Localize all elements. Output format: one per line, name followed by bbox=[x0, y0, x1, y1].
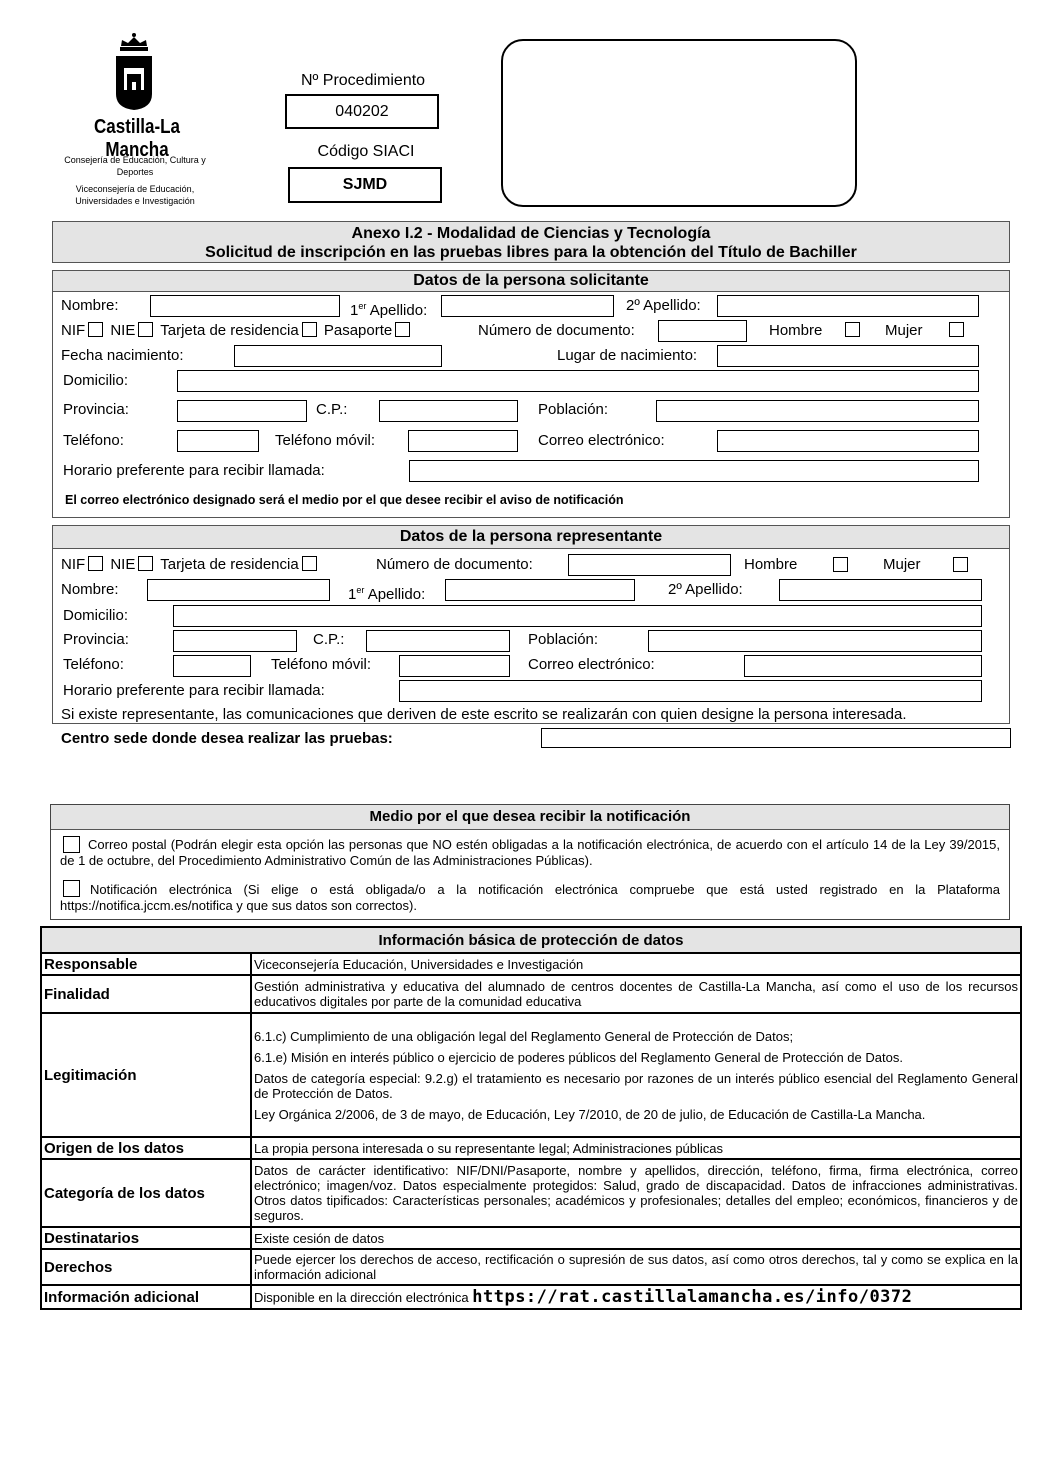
form-title-line-2: Solicitud de inscripción en las pruebas libres para la obtención del Título de Bachiller bbox=[205, 244, 857, 261]
applicant-lugar-nac-label: Lugar de nacimiento: bbox=[557, 347, 698, 364]
legitimacion-item: 6.1.c) Cumplimiento de una obligación legal del Reglamento General de Protección de Datos; bbox=[254, 1028, 794, 1044]
applicant-apellido1-label: 1er Apellido: bbox=[350, 301, 428, 319]
rep-telefono-input[interactable] bbox=[173, 655, 251, 677]
applicant-apellido1-input[interactable] bbox=[441, 295, 614, 317]
destinatarios-key: Destinatarios bbox=[41, 1227, 251, 1249]
applicant-tarjeta-label: Tarjeta de residencia bbox=[160, 322, 299, 339]
applicant-apellido2-input[interactable] bbox=[717, 295, 979, 317]
applicant-nie-checkbox[interactable] bbox=[138, 322, 153, 337]
rep-nie-checkbox[interactable] bbox=[138, 556, 153, 571]
finalidad-value: Gestión administrativa y educativa del alumnado de centros docentes de Castilla-La Mancha, así como el uso de los recursos educativos digitales por parte de la comunidad educativa bbox=[251, 975, 1021, 1013]
applicant-apellido2-label: 2º Apellido: bbox=[626, 297, 701, 314]
rep-horario-input[interactable] bbox=[399, 680, 982, 702]
rep-mujer-checkbox[interactable] bbox=[953, 557, 968, 572]
electronic-option-text: Notificación electrónica (Si elige o está obligada/o a la notificación electrónica compruebe que está usted registrado en la Plataforma https://notifica.jccm.es/notifica y que sus datos son correctos). bbox=[60, 882, 1000, 913]
rep-apellido1-input[interactable] bbox=[445, 579, 635, 601]
procedimiento-label: Nº Procedimiento bbox=[300, 72, 426, 89]
derechos-value: Puede ejercer los derechos de acceso, rectificación o supresión de sus datos, así como otros derechos, tal y como se explica en la información adicional bbox=[251, 1249, 1021, 1285]
applicant-hombre-checkbox[interactable] bbox=[845, 322, 860, 337]
centro-sede-input[interactable] bbox=[541, 728, 1011, 748]
applicant-hombre-label: Hombre bbox=[769, 322, 823, 339]
rep-telefono-label: Teléfono: bbox=[63, 656, 124, 673]
applicant-poblacion-input[interactable] bbox=[656, 400, 979, 422]
applicant-mujer-checkbox[interactable] bbox=[949, 322, 964, 337]
rep-cp-input[interactable] bbox=[366, 630, 510, 652]
applicant-cp-label: C.P.: bbox=[316, 401, 348, 418]
rep-apellido2-label: 2º Apellido: bbox=[668, 581, 743, 598]
applicant-domicilio-input[interactable] bbox=[177, 370, 979, 392]
legitimacion-item: Datos de categoría especial: 9.2.g) el tratamiento es necesario por razones de un interés público esencial del Reglamento General de Protección de Datos. bbox=[254, 1070, 1018, 1101]
origen-value: La propia persona interesada o su representante legal; Administraciones públicas bbox=[251, 1137, 1021, 1159]
rep-domicilio-label: Domicilio: bbox=[63, 607, 129, 624]
applicant-doc-type-row bbox=[61, 322, 413, 340]
data-protection-table bbox=[40, 926, 1022, 1310]
applicant-telefono-input[interactable] bbox=[177, 430, 259, 452]
form-title-box bbox=[52, 221, 1010, 263]
sub-department-line-2: Universidades e Investigación bbox=[75, 196, 195, 206]
applicant-mujer-label: Mujer bbox=[885, 322, 923, 339]
rep-nombre-label: Nombre: bbox=[61, 581, 119, 598]
applicant-horario-input[interactable] bbox=[409, 460, 979, 482]
rep-apellido1-label: 1er Apellido: bbox=[348, 585, 426, 603]
applicant-nombre-label: Nombre: bbox=[61, 297, 119, 314]
responsable-key: Responsable bbox=[41, 953, 251, 975]
applicant-numero-doc-input[interactable] bbox=[658, 320, 747, 342]
siaci-label: Código SIACI bbox=[317, 143, 415, 160]
rep-provincia-label: Provincia: bbox=[63, 631, 129, 648]
procedimiento-value: 040202 bbox=[285, 94, 439, 129]
applicant-correo-label: Correo electrónico: bbox=[538, 432, 665, 449]
rep-poblacion-label: Población: bbox=[528, 631, 599, 648]
applicant-nombre-input[interactable] bbox=[150, 295, 340, 317]
rep-hombre-checkbox[interactable] bbox=[833, 557, 848, 572]
rep-nombre-input[interactable] bbox=[147, 579, 330, 601]
rep-nif-label: NIF bbox=[61, 556, 86, 573]
notification-section-heading: Medio por el que desea recibir la notificación bbox=[51, 805, 1009, 830]
applicant-pasaporte-checkbox[interactable] bbox=[395, 322, 410, 337]
rep-horario-label: Horario preferente para recibir llamada: bbox=[63, 682, 325, 699]
legitimacion-value bbox=[251, 1013, 1021, 1137]
applicant-poblacion-label: Población: bbox=[538, 401, 609, 418]
representative-section-heading: Datos de la persona representante bbox=[53, 526, 1009, 549]
derechos-key: Derechos bbox=[41, 1249, 251, 1285]
applicant-cp-input[interactable] bbox=[379, 400, 518, 422]
rep-hombre-label: Hombre bbox=[744, 556, 798, 573]
applicant-nie-label: NIE bbox=[110, 322, 136, 339]
applicant-tarjeta-checkbox[interactable] bbox=[302, 322, 317, 337]
rep-doc-type-row bbox=[61, 556, 320, 574]
rep-tarjeta-checkbox[interactable] bbox=[302, 556, 317, 571]
applicant-nif-label: NIF bbox=[61, 322, 86, 339]
applicant-provincia-label: Provincia: bbox=[63, 401, 129, 418]
adicional-value bbox=[251, 1285, 1021, 1309]
categoria-value: Datos de carácter identificativo: NIF/DNI/Pasaporte, nombre y apellidos, dirección, teléfono, firma, firma electrónica, correo electrónico; imagen/voz. Datos especialmente protegidos: Salud, grado de discapacidad. Datos de infracciones administrativas. Otros datos tipificados: Características personales; académicos y profesionales; detalles del empleo; económicos, financieros y de seguros. bbox=[251, 1159, 1021, 1227]
applicant-email-note: El correo electrónico designado será el medio por el que desee recibir el aviso de notificación bbox=[65, 493, 624, 507]
rep-movil-label: Teléfono móvil: bbox=[271, 656, 372, 673]
applicant-horario-label: Horario preferente para recibir llamada: bbox=[63, 462, 325, 479]
rep-nif-checkbox[interactable] bbox=[88, 556, 103, 571]
legitimacion-key: Legitimación bbox=[41, 1013, 251, 1137]
applicant-movil-input[interactable] bbox=[408, 430, 518, 452]
department-line-1: Consejería de Educación, Cultura y bbox=[64, 155, 206, 165]
form-title-line-1: Anexo I.2 - Modalidad de Ciencias y Tecnología bbox=[351, 225, 711, 242]
centro-sede-label: Centro sede donde desea realizar las pruebas: bbox=[61, 730, 393, 747]
rep-provincia-input[interactable] bbox=[173, 630, 297, 652]
legitimacion-item: 6.1.e) Misión en interés público o ejercicio de poderes públicos del Reglamento General de Protección de Datos. bbox=[254, 1049, 903, 1065]
applicant-correo-input[interactable] bbox=[717, 430, 979, 452]
applicant-nif-checkbox[interactable] bbox=[88, 322, 103, 337]
rep-numero-doc-input[interactable] bbox=[568, 554, 731, 576]
applicant-fecha-nac-input[interactable] bbox=[234, 345, 442, 367]
sub-department-line-1: Viceconsejería de Educación, bbox=[75, 184, 195, 194]
logo bbox=[108, 32, 160, 112]
rep-note: Si existe representante, las comunicaciones que deriven de este escrito se realizarán con quien designe la persona interesada. bbox=[61, 706, 907, 723]
applicant-section-heading: Datos de la persona solicitante bbox=[53, 271, 1009, 292]
org-name: Castilla-La Mancha bbox=[94, 116, 180, 161]
postal-option-text: Correo postal (Podrán elegir esta opción las personas que NO estén obligadas a la notificación electrónica, de acuerdo con el artículo 14 de la Ley 39/2015, de 1 de octubre, del Procedimiento Administrativo Común de las Administraciones Públicas). bbox=[60, 837, 1000, 868]
rep-domicilio-input[interactable] bbox=[173, 605, 982, 627]
applicant-movil-label: Teléfono móvil: bbox=[275, 432, 376, 449]
responsable-value: Viceconsejería Educación, Universidades e Investigación bbox=[251, 953, 1021, 975]
applicant-fecha-nac-label: Fecha nacimiento: bbox=[61, 347, 184, 364]
rep-nie-label: NIE bbox=[110, 556, 136, 573]
rep-cp-label: C.P.: bbox=[313, 631, 345, 648]
applicant-pasaporte-label: Pasaporte bbox=[323, 322, 393, 339]
rep-apellido2-input[interactable] bbox=[779, 579, 982, 601]
adicional-link[interactable]: https://rat.castillalamancha.es/info/0372 bbox=[472, 1286, 913, 1307]
data-protection-heading: Información básica de protección de datos bbox=[41, 927, 1021, 953]
applicant-provincia-input[interactable] bbox=[177, 400, 307, 422]
rep-movil-input[interactable] bbox=[399, 655, 510, 677]
rep-poblacion-input[interactable] bbox=[648, 630, 982, 652]
origen-key: Origen de los datos bbox=[41, 1137, 251, 1159]
rep-numero-doc-label: Número de documento: bbox=[376, 556, 533, 573]
applicant-numero-doc-label: Número de documento: bbox=[478, 322, 635, 339]
registry-stamp-box bbox=[501, 39, 857, 207]
rep-correo-input[interactable] bbox=[744, 655, 982, 677]
adicional-text: Disponible en la dirección electrónica bbox=[254, 1289, 469, 1305]
applicant-telefono-label: Teléfono: bbox=[63, 432, 124, 449]
applicant-lugar-nac-input[interactable] bbox=[717, 345, 979, 367]
rep-correo-label: Correo electrónico: bbox=[528, 656, 655, 673]
finalidad-key: Finalidad bbox=[41, 975, 251, 1013]
adicional-key: Información adicional bbox=[41, 1285, 251, 1309]
categoria-key: Categoría de los datos bbox=[41, 1159, 251, 1227]
legitimacion-item: Ley Orgánica 2/2006, de 3 de mayo, de Educación, Ley 7/2010, de 20 de julio, de Educación de Castilla-La Mancha. bbox=[254, 1106, 926, 1122]
applicant-domicilio-label: Domicilio: bbox=[63, 372, 129, 389]
siaci-value: SJMD bbox=[288, 167, 442, 203]
rep-mujer-label: Mujer bbox=[883, 556, 921, 573]
department-line-2: Deportes bbox=[116, 167, 154, 177]
destinatarios-value: Existe cesión de datos bbox=[251, 1227, 1021, 1249]
rep-tarjeta-label: Tarjeta de residencia bbox=[160, 556, 299, 573]
